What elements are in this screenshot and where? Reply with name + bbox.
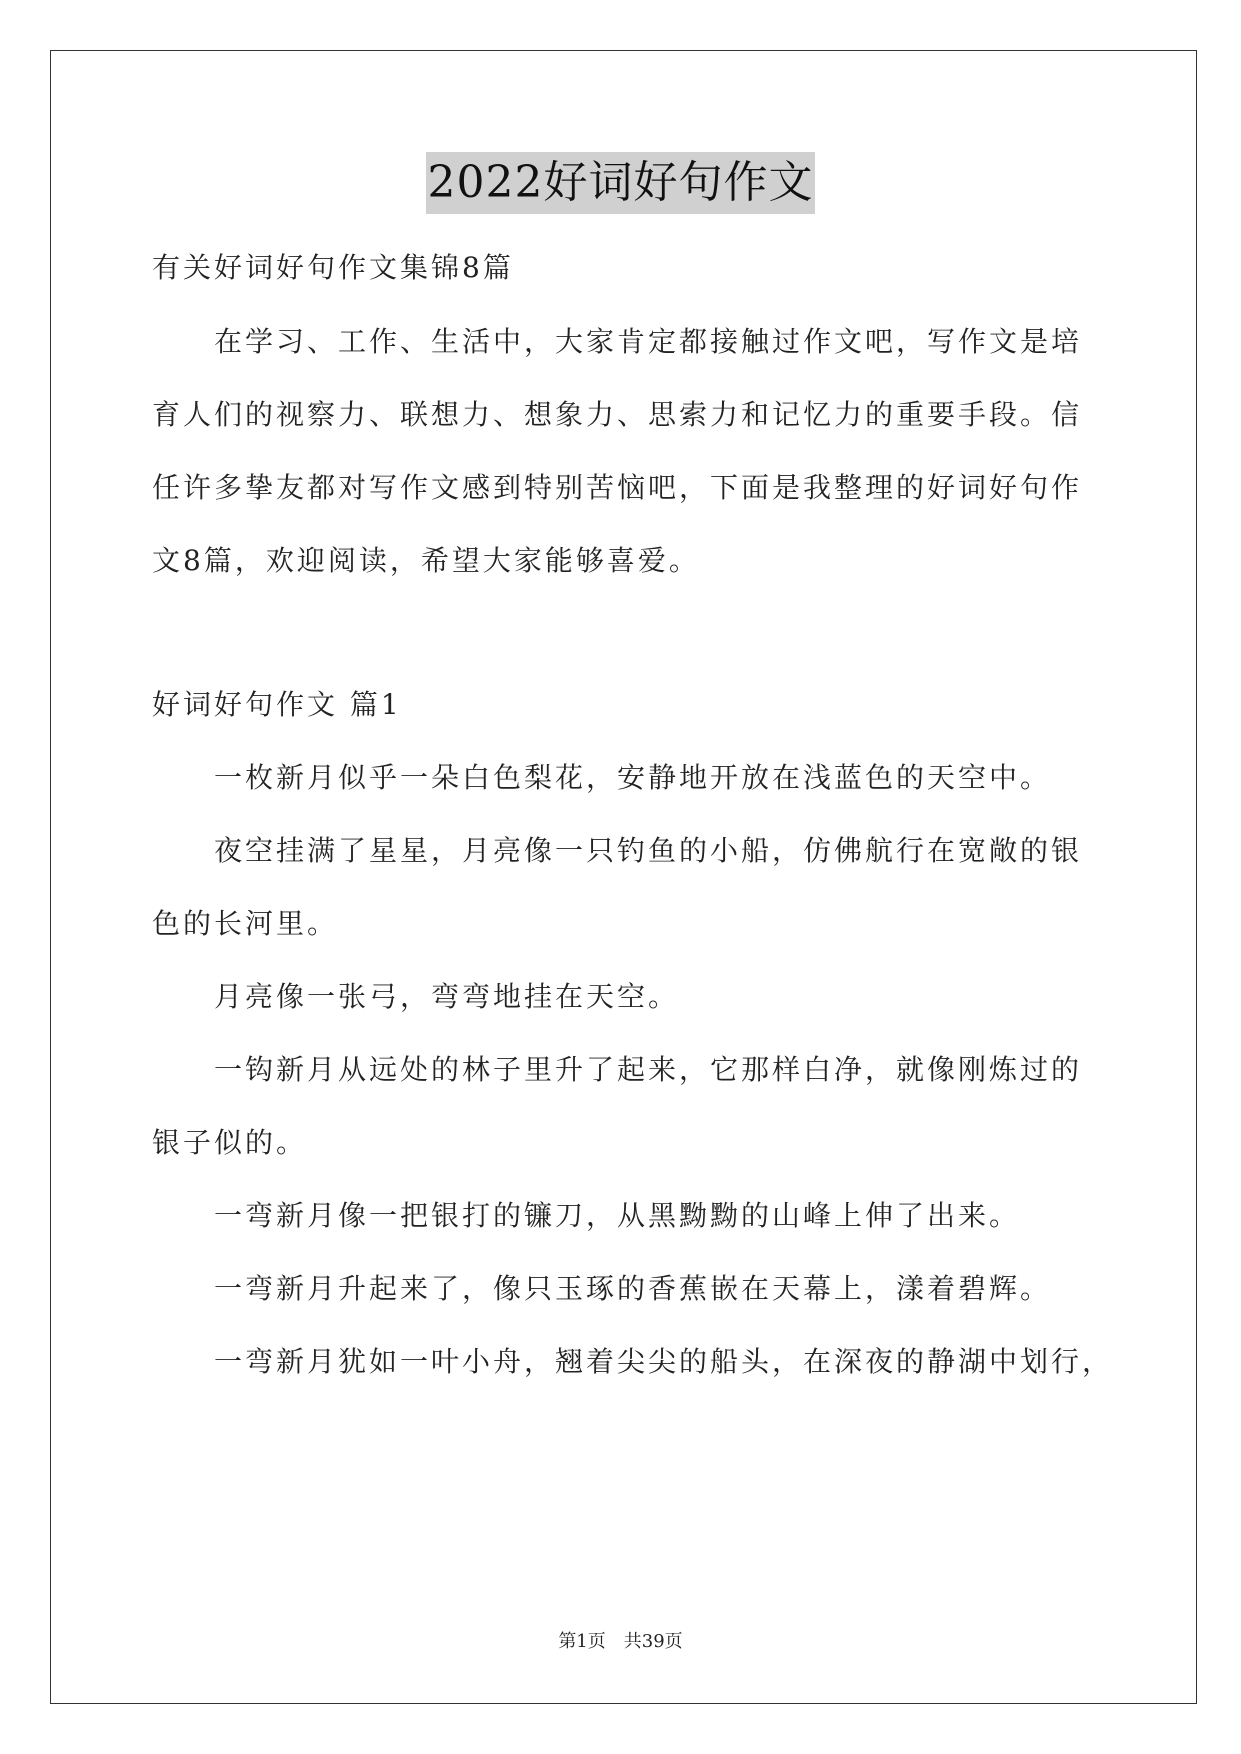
body-line: 一钩新月从远处的林子里升了起来，它那样白净，就像刚炼过的: [214, 1053, 1083, 1086]
intro-line: 育人们的视察力、联想力、想象力、思索力和记忆力的重要手段。信: [152, 398, 1083, 431]
intro-line: 文8篇，欢迎阅读，希望大家能够喜爱。: [152, 544, 700, 577]
page-border: [50, 50, 1197, 1704]
intro-line: 任许多挚友都对写作文感到特别苦恼吧，下面是我整理的好词好句作: [152, 471, 1083, 504]
body-line: 一枚新月似乎一朵白色梨花，安静地开放在浅蓝色的天空中。: [214, 761, 1052, 794]
subtitle: 有关好词好句作文集锦8篇: [152, 251, 514, 284]
body-line: 一弯新月犹如一叶小舟，翘着尖尖的船头，在深夜的静湖中划行，: [214, 1345, 1114, 1378]
section-heading: 好词好句作文 篇1: [152, 688, 402, 721]
page-number-footer: 第1页 共39页: [558, 1631, 683, 1652]
intro-line: 在学习、工作、生活中，大家肯定都接触过作文吧，写作文是培: [214, 325, 1083, 358]
body-line: 一弯新月像一把银打的镰刀，从黑黝黝的山峰上伸了出来。: [214, 1199, 1021, 1232]
body-line: 一弯新月升起来了，像只玉琢的香蕉嵌在天幕上，漾着碧辉。: [214, 1272, 1052, 1305]
body-line: 月亮像一张弓，弯弯地挂在天空。: [214, 980, 680, 1013]
body-line: 银子似的。: [152, 1126, 308, 1159]
title-container: [0, 152, 1241, 214]
body-line: 色的长河里。: [152, 907, 339, 940]
document-title: 2022好词好句作文: [426, 152, 816, 214]
body-line: 夜空挂满了星星，月亮像一只钓鱼的小船，仿佛航行在宽敞的银: [214, 834, 1083, 867]
